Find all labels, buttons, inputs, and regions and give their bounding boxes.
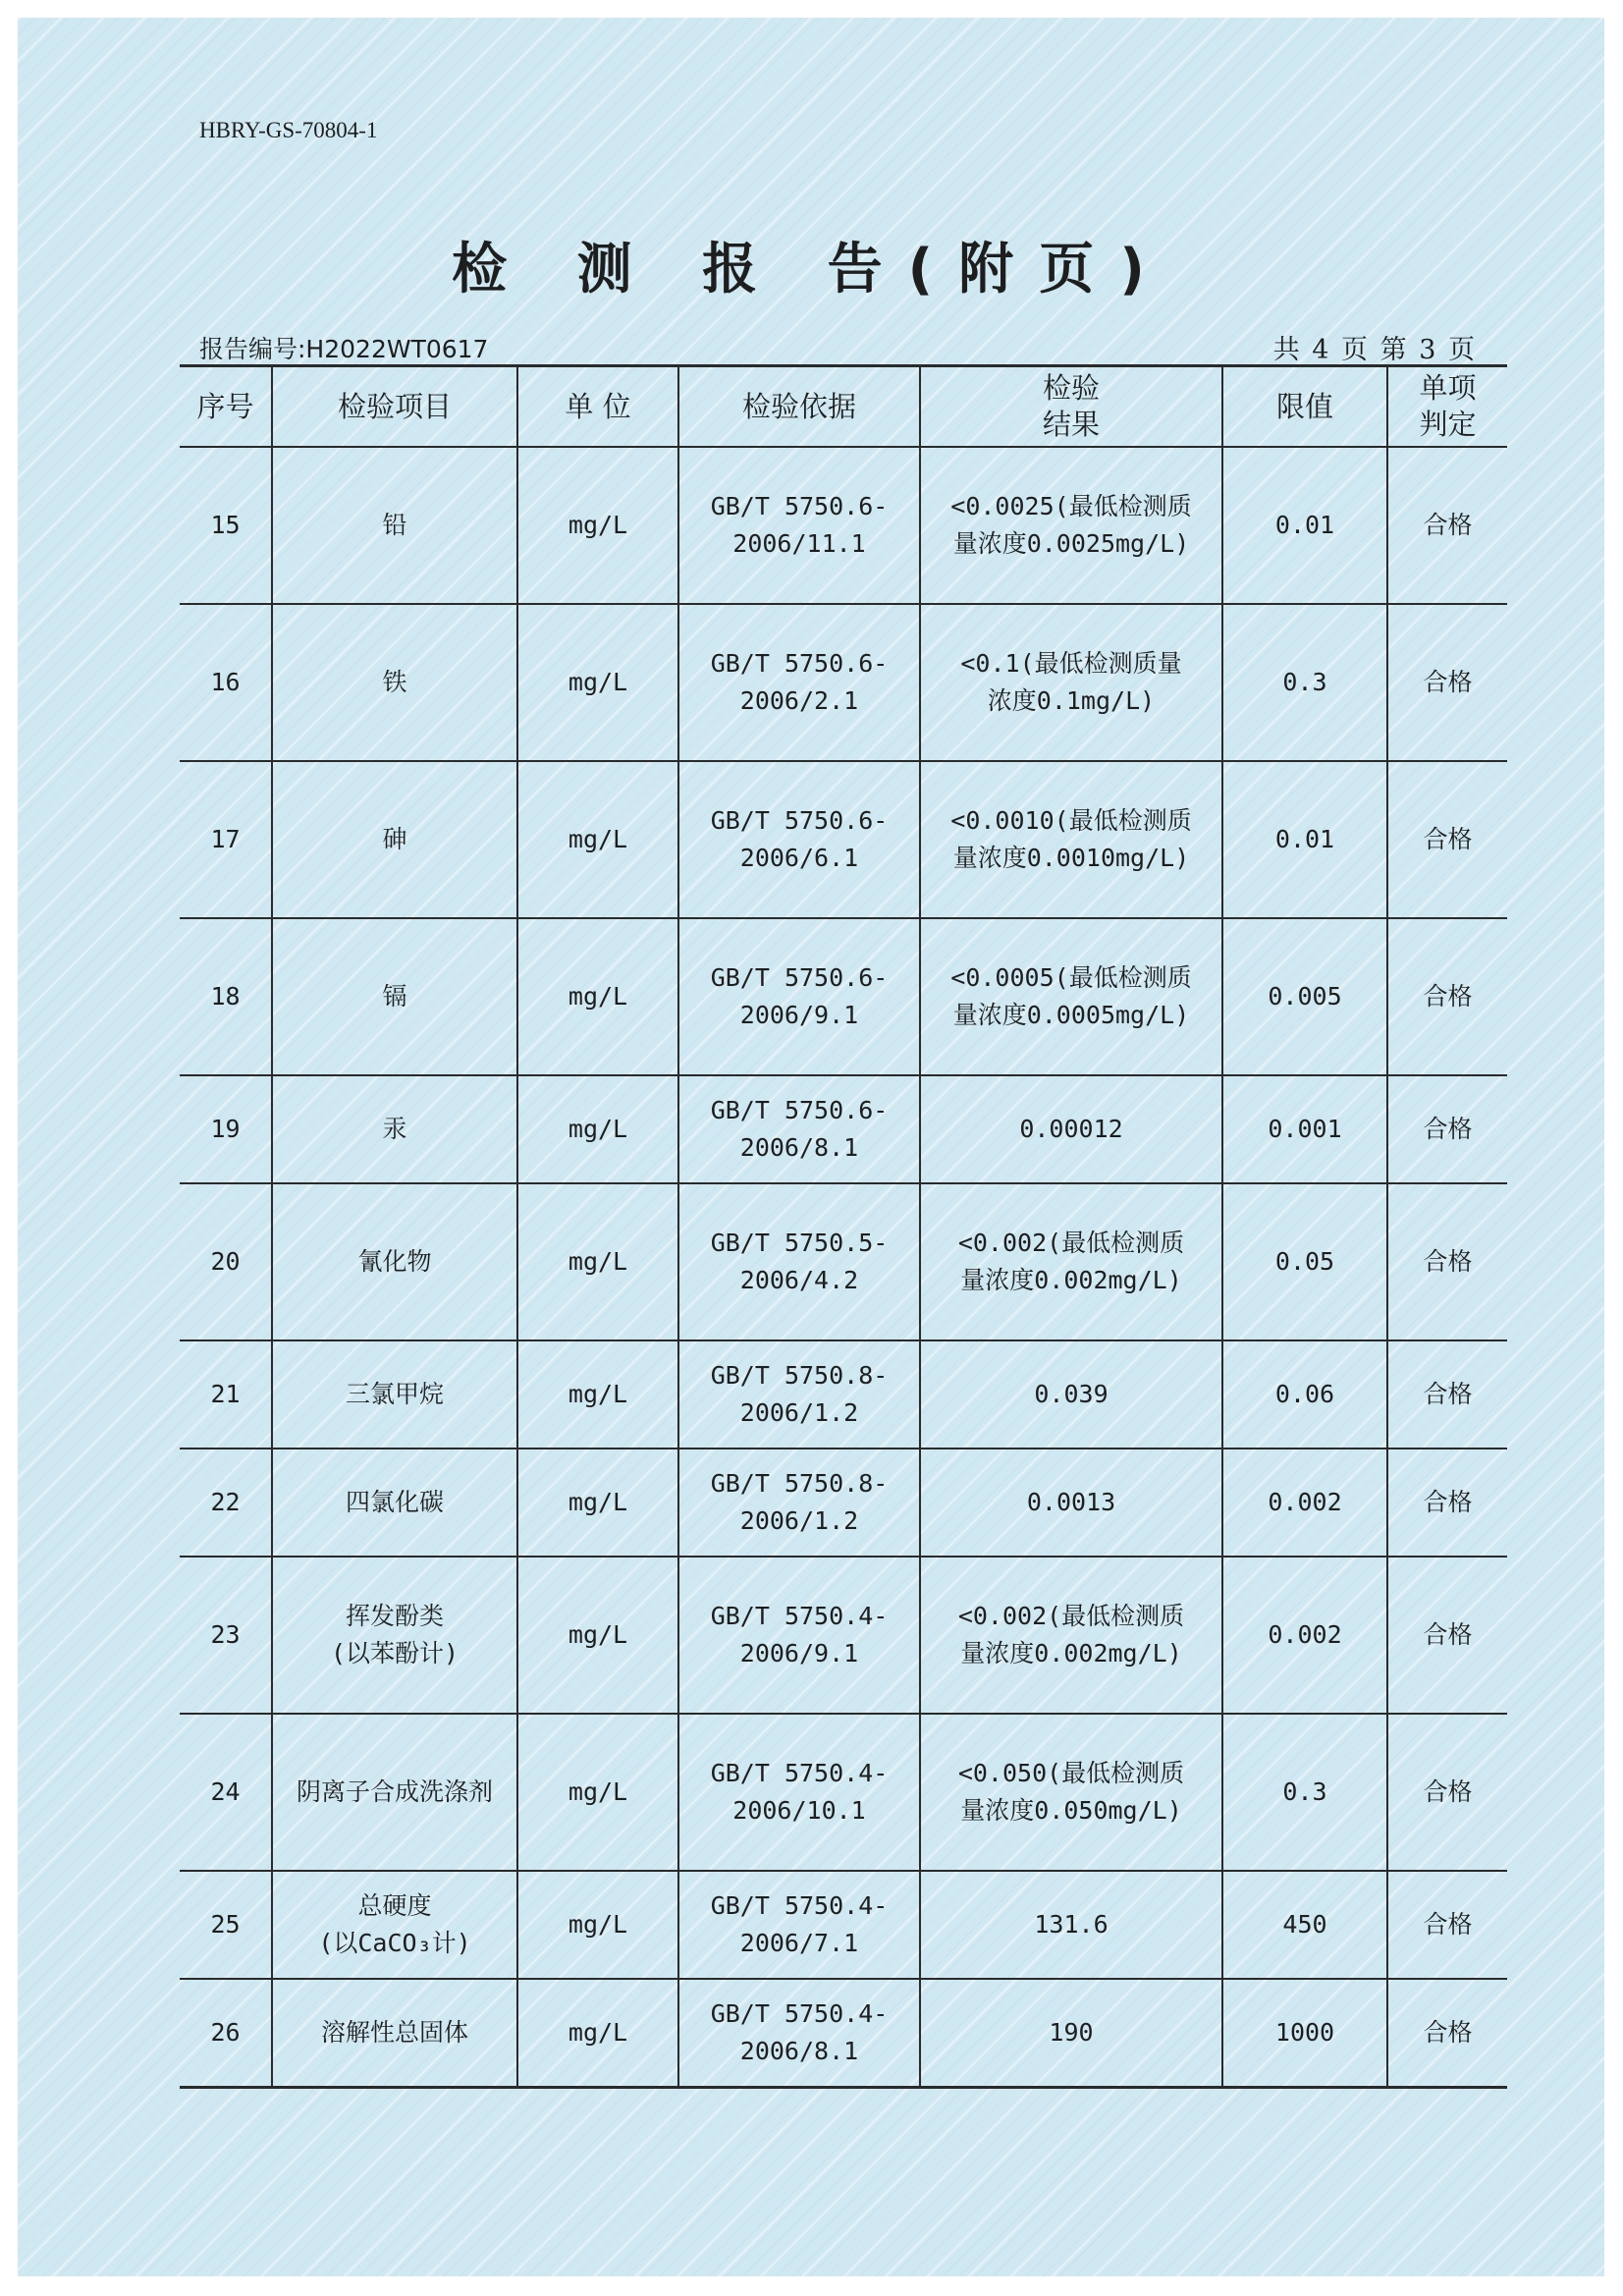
cell-seq: 23 [180, 1557, 272, 1714]
table-row [180, 604, 1507, 761]
cell-verdict: 合格 [1387, 1871, 1507, 1979]
cell-seq: 20 [180, 1183, 272, 1340]
cell-basis: GB/T 5750.6- 2006/11.1 [678, 447, 920, 604]
cell-unit: mg/L [517, 761, 678, 918]
cell-result: 0.00012 [920, 1075, 1222, 1183]
page-info: 共 4 页 第 3 页 [1272, 335, 1477, 365]
cell-limit: 0.01 [1222, 447, 1387, 604]
cell-limit: 0.005 [1222, 918, 1387, 1075]
cell-seq: 26 [180, 1979, 272, 2087]
cell-result: 190 [920, 1979, 1222, 2087]
cell-result: 131.6 [920, 1871, 1222, 1979]
header-verdict: 单项 判定 [1387, 366, 1507, 448]
cell-basis: GB/T 5750.8- 2006/1.2 [678, 1449, 920, 1557]
cell-unit: mg/L [517, 918, 678, 1075]
cell-basis: GB/T 5750.4- 2006/7.1 [678, 1871, 920, 1979]
header-item: 检验项目 [272, 366, 517, 448]
cell-seq: 15 [180, 447, 272, 604]
table-row [180, 1075, 1507, 1183]
cell-limit: 0.05 [1222, 1183, 1387, 1340]
cell-verdict: 合格 [1387, 761, 1507, 918]
cell-item: 氰化物 [272, 1183, 517, 1340]
cell-limit: 0.002 [1222, 1449, 1387, 1557]
header-seq: 序号 [180, 366, 272, 448]
cell-basis: GB/T 5750.6- 2006/2.1 [678, 604, 920, 761]
cell-item: 总硬度 (以CaCO₃计) [272, 1871, 517, 1979]
cell-result: <0.0010(最低检测质 量浓度0.0010mg/L) [920, 761, 1222, 918]
cell-unit: mg/L [517, 447, 678, 604]
cell-basis: GB/T 5750.4- 2006/10.1 [678, 1714, 920, 1871]
cell-basis: GB/T 5750.4- 2006/9.1 [678, 1557, 920, 1714]
cell-result: <0.0005(最低检测质 量浓度0.0005mg/L) [920, 918, 1222, 1075]
cell-verdict: 合格 [1387, 1340, 1507, 1449]
cell-verdict: 合格 [1387, 918, 1507, 1075]
cell-seq: 24 [180, 1714, 272, 1871]
header-basis: 检验依据 [678, 366, 920, 448]
cell-item: 四氯化碳 [272, 1449, 517, 1557]
header-row [180, 366, 1507, 448]
table-row [180, 1183, 1507, 1340]
cell-result: 0.039 [920, 1340, 1222, 1449]
table-row [180, 447, 1507, 604]
header-unit: 单 位 [517, 366, 678, 448]
cell-limit: 1000 [1222, 1979, 1387, 2087]
cell-limit: 0.06 [1222, 1340, 1387, 1449]
cell-seq: 17 [180, 761, 272, 918]
cell-limit: 0.001 [1222, 1075, 1387, 1183]
table-row [180, 1449, 1507, 1557]
cell-limit: 0.3 [1222, 604, 1387, 761]
cell-unit: mg/L [517, 604, 678, 761]
cell-verdict: 合格 [1387, 1979, 1507, 2087]
header-limit: 限值 [1222, 366, 1387, 448]
cell-seq: 19 [180, 1075, 272, 1183]
cell-unit: mg/L [517, 1449, 678, 1557]
table-row [180, 918, 1507, 1075]
report-number: 报告编号:H2022WT0617 [199, 335, 489, 363]
document-code: HBRY-GS-70804-1 [199, 118, 378, 142]
cell-unit: mg/L [517, 1340, 678, 1449]
cell-seq: 18 [180, 918, 272, 1075]
cell-basis: GB/T 5750.6- 2006/9.1 [678, 918, 920, 1075]
cell-verdict: 合格 [1387, 1075, 1507, 1183]
table-row [180, 1714, 1507, 1871]
cell-seq: 16 [180, 604, 272, 761]
cell-seq: 25 [180, 1871, 272, 1979]
cell-result: <0.002(最低检测质 量浓度0.002mg/L) [920, 1183, 1222, 1340]
cell-item: 砷 [272, 761, 517, 918]
cell-result: <0.0025(最低检测质 量浓度0.0025mg/L) [920, 447, 1222, 604]
table-row [180, 1340, 1507, 1449]
cell-limit: 450 [1222, 1871, 1387, 1979]
cell-limit: 0.01 [1222, 761, 1387, 918]
cell-unit: mg/L [517, 1979, 678, 2087]
table-row [180, 1979, 1507, 2087]
cell-unit: mg/L [517, 1714, 678, 1871]
cell-item: 挥发酚类 (以苯酚计) [272, 1557, 517, 1714]
cell-result: 0.0013 [920, 1449, 1222, 1557]
cell-unit: mg/L [517, 1183, 678, 1340]
cell-item: 铅 [272, 447, 517, 604]
cell-item: 阴离子合成洗涤剂 [272, 1714, 517, 1871]
cell-verdict: 合格 [1387, 1714, 1507, 1871]
cell-item: 溶解性总固体 [272, 1979, 517, 2087]
cell-seq: 21 [180, 1340, 272, 1449]
cell-result: <0.050(最低检测质 量浓度0.050mg/L) [920, 1714, 1222, 1871]
cell-result: <0.1(最低检测质量 浓度0.1mg/L) [920, 604, 1222, 761]
cell-unit: mg/L [517, 1075, 678, 1183]
cell-limit: 0.3 [1222, 1714, 1387, 1871]
table-row [180, 761, 1507, 918]
cell-verdict: 合格 [1387, 1449, 1507, 1557]
cell-basis: GB/T 5750.4- 2006/8.1 [678, 1979, 920, 2087]
cell-seq: 22 [180, 1449, 272, 1557]
cell-verdict: 合格 [1387, 1557, 1507, 1714]
cell-limit: 0.002 [1222, 1557, 1387, 1714]
report-title: 检 测 报 告(附页) [452, 238, 1170, 301]
table-row [180, 1557, 1507, 1714]
cell-item: 铁 [272, 604, 517, 761]
results-table [180, 364, 1507, 2089]
cell-item: 三氯甲烷 [272, 1340, 517, 1449]
cell-verdict: 合格 [1387, 604, 1507, 761]
cell-verdict: 合格 [1387, 1183, 1507, 1340]
cell-result: <0.002(最低检测质 量浓度0.002mg/L) [920, 1557, 1222, 1714]
cell-basis: GB/T 5750.8- 2006/1.2 [678, 1340, 920, 1449]
cell-unit: mg/L [517, 1557, 678, 1714]
header-result: 检验 结果 [920, 366, 1222, 448]
cell-unit: mg/L [517, 1871, 678, 1979]
cell-verdict: 合格 [1387, 447, 1507, 604]
cell-item: 镉 [272, 918, 517, 1075]
report-page [18, 18, 1604, 2276]
cell-basis: GB/T 5750.6- 2006/6.1 [678, 761, 920, 918]
table-row [180, 1871, 1507, 1979]
cell-basis: GB/T 5750.6- 2006/8.1 [678, 1075, 920, 1183]
cell-item: 汞 [272, 1075, 517, 1183]
cell-basis: GB/T 5750.5- 2006/4.2 [678, 1183, 920, 1340]
